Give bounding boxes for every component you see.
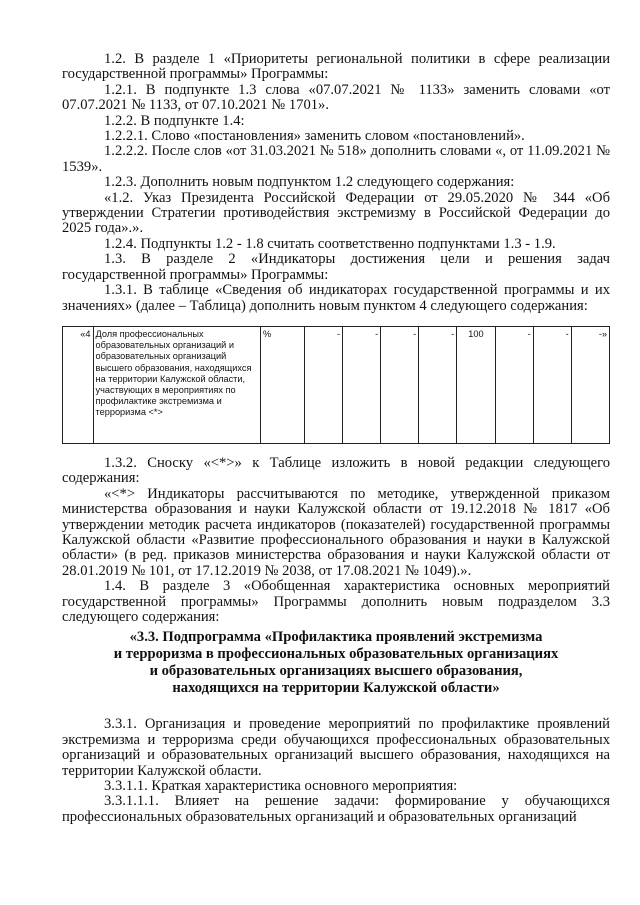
table-cell-value-1: - [305, 326, 343, 443]
indicator-table [62, 326, 610, 444]
paragraph-1-2-2-2: 1.2.2.2. После слов «от 31.03.2021 № 518» дополнить словами «, от 11.09.2021 № 1539». [62, 143, 610, 175]
section-title-line-4: находящихся на территории Калужской области» [172, 680, 500, 697]
paragraph-1-4: 1.4. В разделе 3 «Обобщенная характеристика основных мероприятий государственной программы» Программы дополнить новым подразделом 3.3 следующего содержания: [62, 578, 610, 625]
section-title-line-2: и терроризма в профессиональных образовательных организациях [113, 646, 559, 663]
table-cell-value-3: - [381, 326, 419, 443]
paragraph-quote-1-2: «1.2. Указ Президента Российской Федерации от 29.05.2020 № 344 «Об утверждении Стратегии противодействия экстремизму в Российской Федерации до 2025 года».». [62, 189, 610, 237]
section-title [62, 629, 610, 697]
paragraph-1-2: 1.2. В разделе 1 «Приоритеты региональной политики в сфере реализации государственной программы» Программы: [62, 51, 610, 83]
table-cell-unit: % [261, 326, 305, 443]
section-title-line-1: «3.3. Подпрограмма «Профилактика проявлений экстремизма [129, 629, 543, 646]
paragraph-3-3-1: 3.3.1. Организация и проведение мероприятий по профилактике проявлений экстремизма и терроризма среди обучающихся профессиональных образовательных организаций и образовательных организаций высшего образования, находящихся на территории Калужской области. [62, 716, 610, 779]
table-cell-number: «4 [63, 326, 94, 443]
paragraph-1-2-4: 1.2.4. Подпункты 1.2 - 1.8 считать соответственно подпунктами 1.3 - 1.9. [104, 235, 556, 252]
paragraph-3-3-1-1-1: 3.3.1.1.1. Влияет на решение задачи: формирование у обучающихся профессиональных образовательных организаций и образовательных организаций [62, 793, 610, 825]
paragraph-footnote: «<*> Индикаторы рассчитываются по методике, утвержденной приказом министерства образования и науки Калужской области от 19.12.2018 № 1817 «Об утверждении методик расчета индикаторов (показателей) государственной программы Калужской области «Развитие профессионального образования и науки в Калужской области» (в ред. приказов министерства образования и науки Калужской области от 28.01.2019 № 101, от 17.12.2019 № 2038, от 17.08.2021 № 1049).». [62, 485, 610, 579]
table-cell-indicator-name: Доля профессиональных образовательных организаций и образовательных организаций высшего образования, находящихся на территории Калужской области, участвующих в мероприятиях по профилактике экстремизма и терроризма <*> [93, 326, 261, 443]
table-cell-value-4: - [419, 326, 457, 443]
table-cell-value-8: -» [571, 326, 609, 443]
paragraph-1-3-1: 1.3.1. В таблице «Сведения об индикаторах государственной программы и их значениях» (далее – Таблица) дополнить новым пунктом 4 следующего содержания: [62, 282, 610, 314]
document-body [62, 52, 610, 825]
paragraph-1-3: 1.3. В разделе 2 «Индикаторы достижения цели и решения задач государственной программы» Программы: [62, 251, 610, 283]
table-cell-value-2: - [343, 326, 381, 443]
paragraph-1-2-3: 1.2.3. Дополнить новым подпунктом 1.2 следующего содержания: [104, 174, 515, 191]
paragraph-1-2-2: 1.2.2. В подпункте 1.4: [104, 112, 245, 129]
table-cell-value-5: 100 [457, 326, 495, 443]
paragraph-1-2-1: 1.2.1. В подпункте 1.3 слова «07.07.2021 № 1133» заменить словами «от 07.07.2021 № 1133, от 07.10.2021 № 1701». [62, 81, 610, 114]
paragraph-1-3-2: 1.3.2. Сноску «<*>» к Таблице изложить в новой редакции следующего содержания: [62, 454, 610, 487]
paragraph-1-2-2-1: 1.2.2.1. Слово «постановления» заменить словом «постановлений». [104, 128, 525, 145]
table-cell-value-6: - [495, 326, 533, 443]
table-row [63, 326, 610, 443]
table-cell-value-7: - [533, 326, 571, 443]
paragraph-3-3-1-1: 3.3.1.1. Краткая характеристика основного мероприятия: [104, 778, 458, 794]
section-title-line-3: и образовательных организациях высшего образования, [149, 663, 523, 680]
